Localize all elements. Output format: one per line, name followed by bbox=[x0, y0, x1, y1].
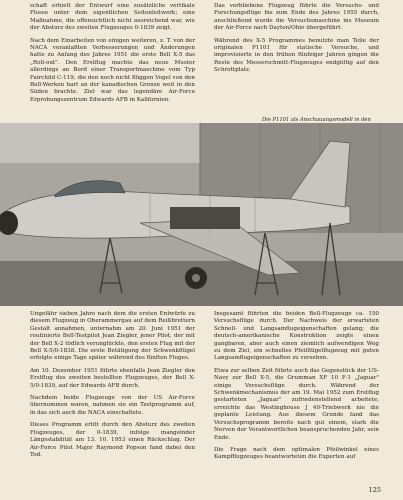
paragraph: Das verbliebene Flugzeug führte die Versuchs- und Forschungsflüge bis zum Ende des Jahres 1955 durch, anschließend wurde die Versuchsmaschine ins Museum der Air-Force nach Dayton/Ohio übergeführt. bbox=[214, 3, 379, 32]
paragraph: Die Frage nach dem optimalen Pfeilwinkel eines Kampfflugzeuges beantworteten die Experten auf bbox=[214, 446, 379, 461]
text-column-top-left bbox=[30, 3, 195, 109]
text-column-bottom-left bbox=[30, 311, 195, 464]
text-column-bottom-right bbox=[214, 311, 379, 467]
paragraph: Während des X-5 Programmes benutzte man Teile der originalen P1101 für statische Versuche, und improvisierte in den frühen fünfziger Jahren gingen die Reste des Messerschmitt-Flugzeuges endgültig auf den Schrottplatz. bbox=[214, 37, 379, 74]
paragraph: Nachdem beide Flugzeuge von der US Air-Force übernommen waren, nahmen sie ein Testprogramm auf, in das sich auch die NACA einschaltete. bbox=[30, 395, 195, 416]
aircraft-illustration bbox=[0, 123, 403, 306]
paragraph: Am 10. Dezember 1951 führte ebenfalls Jean Ziegler den Erstflug des zweiten bestellten Flugzeuges, der Bell X-5/0-1839, auf der Edwards AFB durch. bbox=[30, 367, 195, 389]
photo-caption: Die P1101 als Anschauungsmodell in den bbox=[262, 117, 371, 123]
paragraph: Nach dem Einarbeiten von einigen weiteren, z. T. von der NACA veranlaßten Verbesserungen und Änderungen hatte zu Anfang des Jahres 1951 die erste Bell X-5 das „Roll-out". Den Erstflug machte das neue Muster allerdings an Bord einer Transportmaschine vom Typ Fairchild C-119, die den noch nicht flüggen Vogel von den Bell-Werken hart an der kanadischen Grenze weit in den Süden brachte. Ziel war das legendäre Air-Force Erprobungszentrum Edwards AFB in Kalifornien. bbox=[30, 37, 195, 103]
page-number: 125 bbox=[368, 485, 381, 494]
paragraph: Ungefähr sieben Jahre nach dem die ersten Entwürfe zu diesem Flugzeug in Oberammergau auf dem Reißbrettern Gestalt annahmen, unternahm am 20. Juni 1951 der routinierte Bell-Testpilot Jean Ziegler, jener Pilot, der mit der Bell X-2 tödlich verunglückte, den ersten Flug mit der Bell X-5/0-1838. Die erste Betätigung der Schwenkflügel erfolgte einige Tage später während des fünften Fluges. bbox=[30, 311, 196, 362]
paragraph: schaft erhielt der Entwurf eine zusätzliche vertikale Flosse unter dem eigentlichen Seitenleitwerk; eine Maßnahme, die offensichtlich nicht ausreichend war, wie der Absturz des zweiten Flugzeuges 0-1839 zeigt. bbox=[30, 3, 195, 32]
paragraph: Insgesamt führten die beiden Bell-Flugzeuge ca. 150 Versuchsflüge durch. Der Nachweis der erwarteten Schnell- und Langsamflugeigenschaften gelang; die deutsch-amerikanische Konstruktion zeigte einen gangbaren, aber auch einen ziemlich aufwendigen Weg zu dem Ziel, ein schnelles Pfeilflügelflugzeug mit guten Langsamflugeigenschaften zu versehen. bbox=[214, 311, 379, 362]
paragraph: Dieses Programm erlitt durch den Absturz des zweiten Flugzeuges, der 0-1839, infolge mangelnder Längsstabilität am 13. 10. 1953 einen Rückschlag. Der Air-Force Pilot Major Raymond Popson fand dabei den Tod. bbox=[30, 422, 195, 458]
text-column-top-right bbox=[214, 3, 379, 80]
paragraph: Etwa zur selben Zeit führte auch das Gegenstück der US-Navy zur Bell X-5, die Grumman XF 10 F-1 „Jaguar" einige Versuchsflüge durch. Während der Schwenkmechanismus der am 19. Mai 1952 zum Erstflug gestarteten „Jaguar" zufriedenstellend arbeitete, erreichte das Westinghouse J 40-Triebwerk nie die geplante Leistung. Aus diesem Grunde fand das Versuchsprogramm bereits nach gut einem, stark die Nerven der Verantwortlichen beanspruchenden Jahr, sein Ende. bbox=[214, 367, 379, 441]
aircraft-photo bbox=[0, 123, 403, 306]
